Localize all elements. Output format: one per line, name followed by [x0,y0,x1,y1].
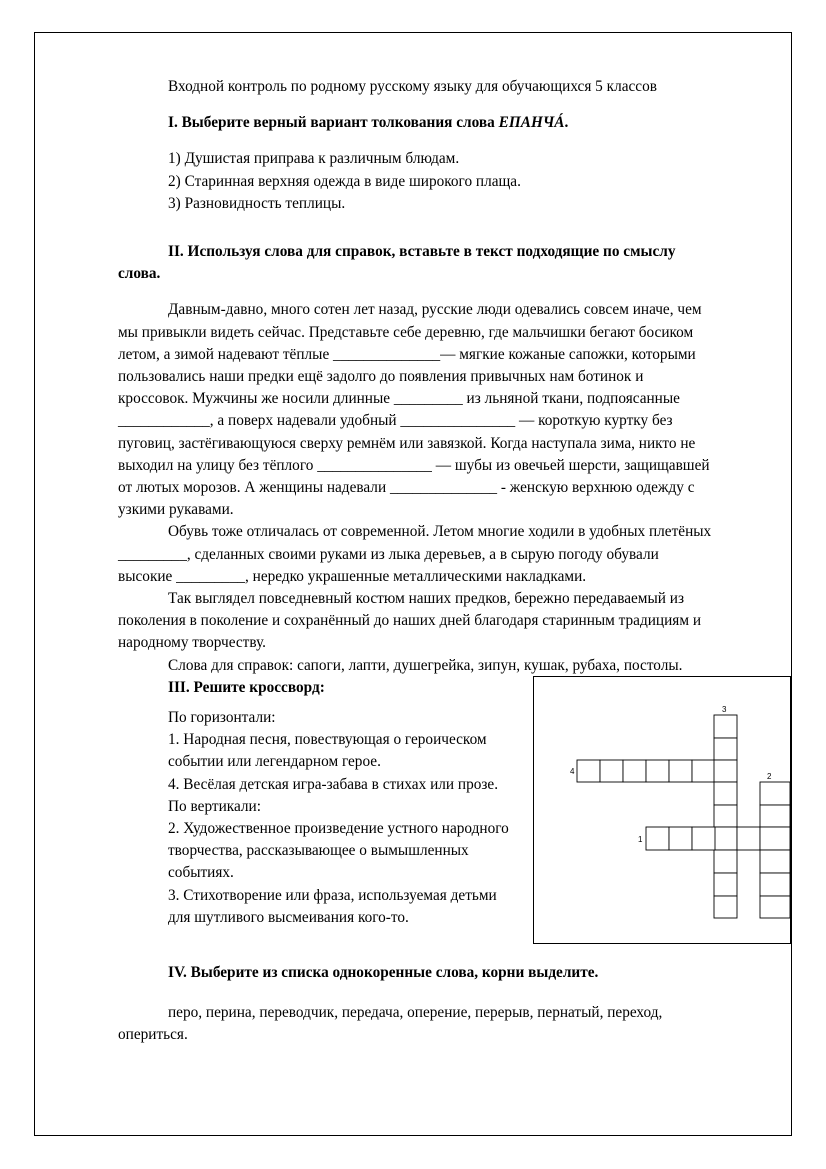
crossword-cell[interactable] [714,827,737,850]
crossword-cell[interactable] [760,827,790,850]
text-line: Обувь тоже отличалась от современной. Летом многие ходили в удобных плетёных [168,523,712,541]
root-words-line: опериться. [118,1026,188,1044]
text-line: Давным-давно, много сотен лет назад, русские люди одевались совсем иначе, чем [168,301,702,319]
crossword-cell[interactable] [669,760,692,782]
section4 [118,962,768,1047]
crossword-cell[interactable] [714,850,737,873]
document-title: Входной контроль по родному русскому языку для обучающихся 5 классов [168,78,657,95]
text-line: пользовались наши предки ещё задолго до появления привычных нам ботинок и [118,368,644,386]
crossword-cell[interactable] [760,805,790,827]
text-line: летом, а зимой надевают тёплые ______________— мягкие кожаные сапожки, которыми [118,345,696,363]
clue-line: событии или легендарном герое. [168,753,381,771]
section2-heading: II. Используя слова для справок, вставьте в текст подходящие по смыслу [168,243,676,261]
text-line: ____________, а поверх надевали удобный _______________ — короткую куртку без [118,412,673,430]
crossword-cell[interactable] [760,896,790,918]
crossword-cell[interactable] [760,850,790,873]
crossword-cell[interactable] [692,760,715,782]
reference-words: Слова для справок: сапоги, лапти, душегрейка, зипун, кушак, рубаха, постолы. [168,656,683,674]
text-line: _________, сделанных своими руками из лыка деревьев, а в сырую погоду обували [118,545,659,563]
clue-line: 1. Народная песня, повествующая о героическом [168,731,487,749]
crossword-cell[interactable] [714,782,737,805]
clue-line: событиях. [168,864,234,882]
crossword-cell[interactable] [737,827,760,850]
clue-line: По вертикали: [168,797,261,815]
clue-line: 2. Художественное произведение устного народного [168,820,509,838]
text-line: мы привыкли видеть сейчас. Представьте себе деревню, где мальчишки бегают босиком [118,323,694,341]
section3-heading: III. Решите кроссворд: [168,678,325,696]
text-line: поколения в поколение и сохранённый до наших дней благодаря старинным традициям и [118,612,702,630]
text-line: от лютых морозов. А женщины надевали ______________ - женскую верхнюю одежду с [118,479,695,497]
crossword-cell[interactable] [714,805,737,827]
clue-line: 3. Стихотворение или фраза, используемая детьми [168,886,497,904]
crossword-cell[interactable] [714,873,737,896]
clue-line: По горизонтали: [168,709,276,726]
root-words-line: перо, перина, переводчик, передача, оперение, перерыв, пернатый, переход, [168,1004,663,1022]
clue-line: творчества, рассказывающее о вымышленных [168,842,469,860]
crossword-cell[interactable] [577,760,600,782]
section4-heading: IV. Выберите из списка однокоренные слова, корни выделите. [168,964,599,981]
crossword-cell[interactable] [600,760,623,782]
section1-heading: I. Выберите верный вариант толкования слова ЕПАНЧÁ. [168,114,569,132]
crossword-number-1: 1 [638,835,643,844]
crossword-box [533,676,791,944]
crossword-grid [534,677,790,943]
crossword-number-3: 3 [722,705,727,714]
crossword-cell[interactable] [760,873,790,896]
crossword-cell[interactable] [646,760,669,782]
text-line: пуговиц, застёгивающуюся сверху ремнём или завязкой. Когда наступала зима, никто не [118,434,696,452]
text-line: узкими рукавами. [118,501,234,519]
crossword-number-4: 4 [570,767,575,776]
crossword-cell[interactable] [714,715,737,738]
crossword-cell[interactable] [646,827,669,850]
crossword-cell[interactable] [669,827,692,850]
crossword-number-2: 2 [767,772,772,781]
section1-option: 2) Старинная верхняя одежда в виде широкого плаща. [168,172,521,190]
section1-option: 1) Душистая приправа к различным блюдам. [168,150,460,168]
section1-option: 3) Разновидность теплицы. [168,194,346,212]
crossword-cell[interactable] [714,896,737,918]
section2-heading-cont: слова. [118,265,161,283]
text-line: народному творчеству. [118,634,267,652]
text-line: высокие _________, нередко украшенные металлическими накладками. [118,567,587,585]
clue-line: для шутливого высмеивания кого-то. [168,908,409,926]
crossword-cell[interactable] [760,782,790,805]
clue-line: 4. Весёлая детская игра-забава в стихах или прозе. [168,775,499,793]
crossword-cell[interactable] [692,827,715,850]
text-line: кроссовок. Мужчины же носили длинные _________ из льняной ткани, подпоясанные [118,390,680,408]
crossword-cell[interactable] [623,760,646,782]
document-body [118,76,768,699]
crossword-cell[interactable] [714,760,737,782]
text-line: Так выглядел повседневный костюм наших предков, бережно передаваемый из [168,590,684,608]
text-line: выходил на улицу без тёплого _______________ — шубы из овечьей шерсти, защищавшей [118,456,710,474]
crossword-clues [168,707,538,929]
crossword-cell[interactable] [714,738,737,760]
